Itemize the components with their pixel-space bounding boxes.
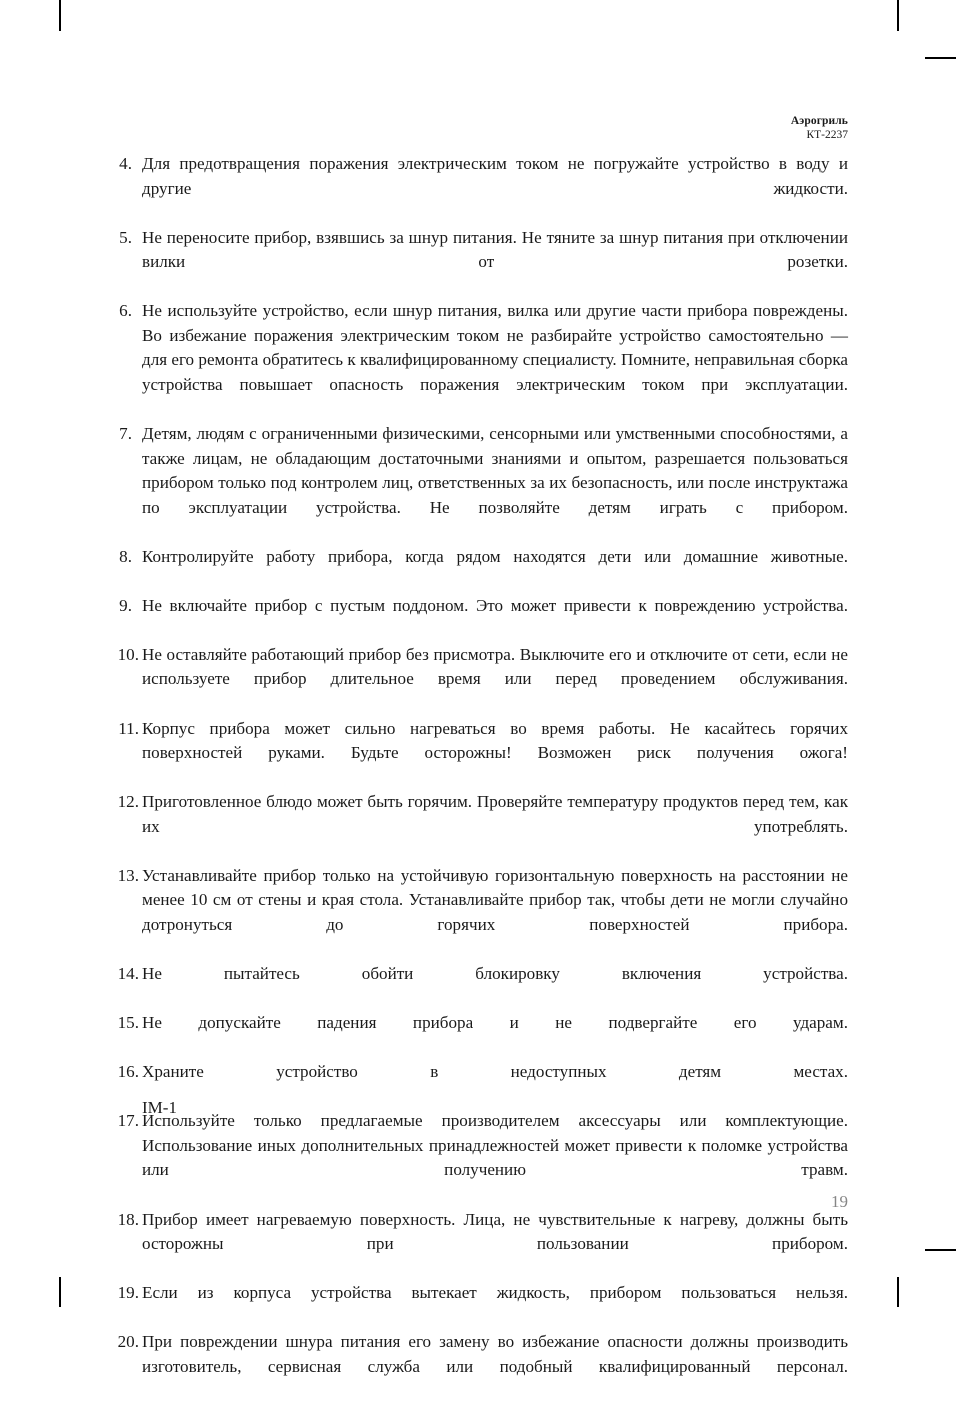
list-item-text: Устанавливайте прибор только на устойчивую горизонтальную поверхность на расстоянии не менее 10 см от стены и края стола. Устанавливайте прибор так, чтобы дети не могли случайно дотронуться до горячих поверхностей прибора. [142,865,848,934]
crop-mark-top-right-horizontal [925,57,956,59]
list-item [110,962,848,1011]
list-item-number: 12. [117,792,139,812]
list-item [110,545,848,594]
list-item [110,864,848,962]
running-header [448,114,848,142]
list-item-number: 6. [119,301,132,321]
list-item-text: При повреждении шнура питания его замену во избежание опасности должны производить изготовитель, сервисная служба или подобный квалифицированный персонал. [142,1332,848,1376]
safety-instructions-list [110,152,848,1404]
header-product-name: Аэрогриль [790,115,848,127]
list-item-number: 5. [119,227,132,247]
list-item-number: 4. [119,154,132,173]
list-item-text: Не оставляйте работающий прибор без присмотра. Выключите его и отключите от сети, если не используете прибор длительное время или перед проведением обслуживания. [142,644,848,689]
list-item-text: Если из корпуса устройства вытекает жидкость, прибором пользоваться нельзя. [142,1283,848,1303]
list-item-text: Не пытайтесь обойти блокировку включения устройства. [142,964,848,984]
list-item [110,422,848,545]
list-item-text: Детям, людям с ограниченными физическими, сенсорными или умственными способностями, а также лицам, не обладающим достаточными знаниями и опытом, разрешается пользоваться прибором только под контролем лиц, ответственных за их безопасность, или после инструктажа по эксплуатации устройства. Не позволяйте детям играть с прибором. [142,424,848,517]
list-item-text: Используйте только предлагаемые производителем аксессуары или комплектующие. Использование иных дополнительных принадлежностей может привести к поломке устройства или получению травм. [142,1111,848,1180]
crop-mark-top-left [59,0,61,31]
list-item [110,152,848,226]
list-item-number: 9. [119,595,132,615]
list-item-number: 19. [117,1283,139,1303]
list-item-number: 14. [117,964,139,984]
list-item-text: Контролируйте работу прибора, когда рядом находятся дети или домашние животные. [142,546,848,566]
page-number: 19 [831,1192,848,1211]
list-item-number: 13. [117,865,139,885]
list-item-number: 20. [117,1332,139,1352]
list-item-number: 15. [117,1013,139,1033]
list-item [110,643,848,717]
list-item-text: Прибор имеет нагреваемую поверхность. Лица, не чувствительные к нагреву, должны быть осторожны при пользовании прибором. [142,1209,848,1254]
list-item-number: 11. [118,718,139,738]
list-item-number: 10. [117,644,139,664]
list-item [110,1060,848,1109]
list-item-number: 8. [119,546,132,566]
list-item-text: Храните устройство в недоступных детям местах. [142,1062,848,1082]
list-item-text: Не используйте устройство, если шнур питания, вилка или другие части прибора повреждены. Во избежание поражения электрическим током не разбирайте устройство самостоятельно — для его ремонта обратитесь к квалифицированному специалисту. Помните, неправильная сборка устройства повышает опасность поражения электрическим током при эксплуатации. [142,301,848,394]
crop-mark-bottom-right [897,1277,899,1307]
list-item-number: 18. [117,1209,139,1229]
crop-mark-bottom-left [59,1277,61,1307]
list-item-text: Не допускайте падения прибора и не подвергайте его ударам. [142,1013,848,1033]
list-item-number: 16. [117,1062,139,1082]
list-item-text: Не переносите прибор, взявшись за шнур питания. Не тяните за шнур питания при отключении вилки от розетки. [142,227,848,272]
list-item [110,299,848,422]
list-item [110,1208,848,1282]
list-item [110,717,848,791]
list-item-text: Не включайте прибор с пустым поддоном. Это может привести к повреждению устройства. [142,595,848,615]
list-item [110,226,848,300]
list-item-number: 7. [119,424,132,444]
list-item [110,1281,848,1330]
list-item-number: 17. [117,1111,139,1131]
list-item-text: Для предотвращения поражения электрическим током не погружайте устройство в воду и другие жидкости. [142,154,848,198]
header-model-number: КТ-2237 [806,129,848,142]
im-revision-mark: IM-1 [142,1098,177,1117]
crop-mark-top-right [897,0,899,31]
list-item [110,1330,848,1404]
list-item [110,790,848,864]
crop-mark-bottom-right-horizontal [925,1249,956,1251]
list-item [110,594,848,643]
list-item-text: Приготовленное блюдо может быть горячим. Проверяйте температуру продуктов перед тем, как их употреблять. [142,792,848,836]
list-item [110,1011,848,1060]
list-item-text: Корпус прибора может сильно нагреваться во время работы. Не касайтесь горячих поверхностей руками. Будьте осторожны! Возможен риск получения ожога! [142,718,848,763]
